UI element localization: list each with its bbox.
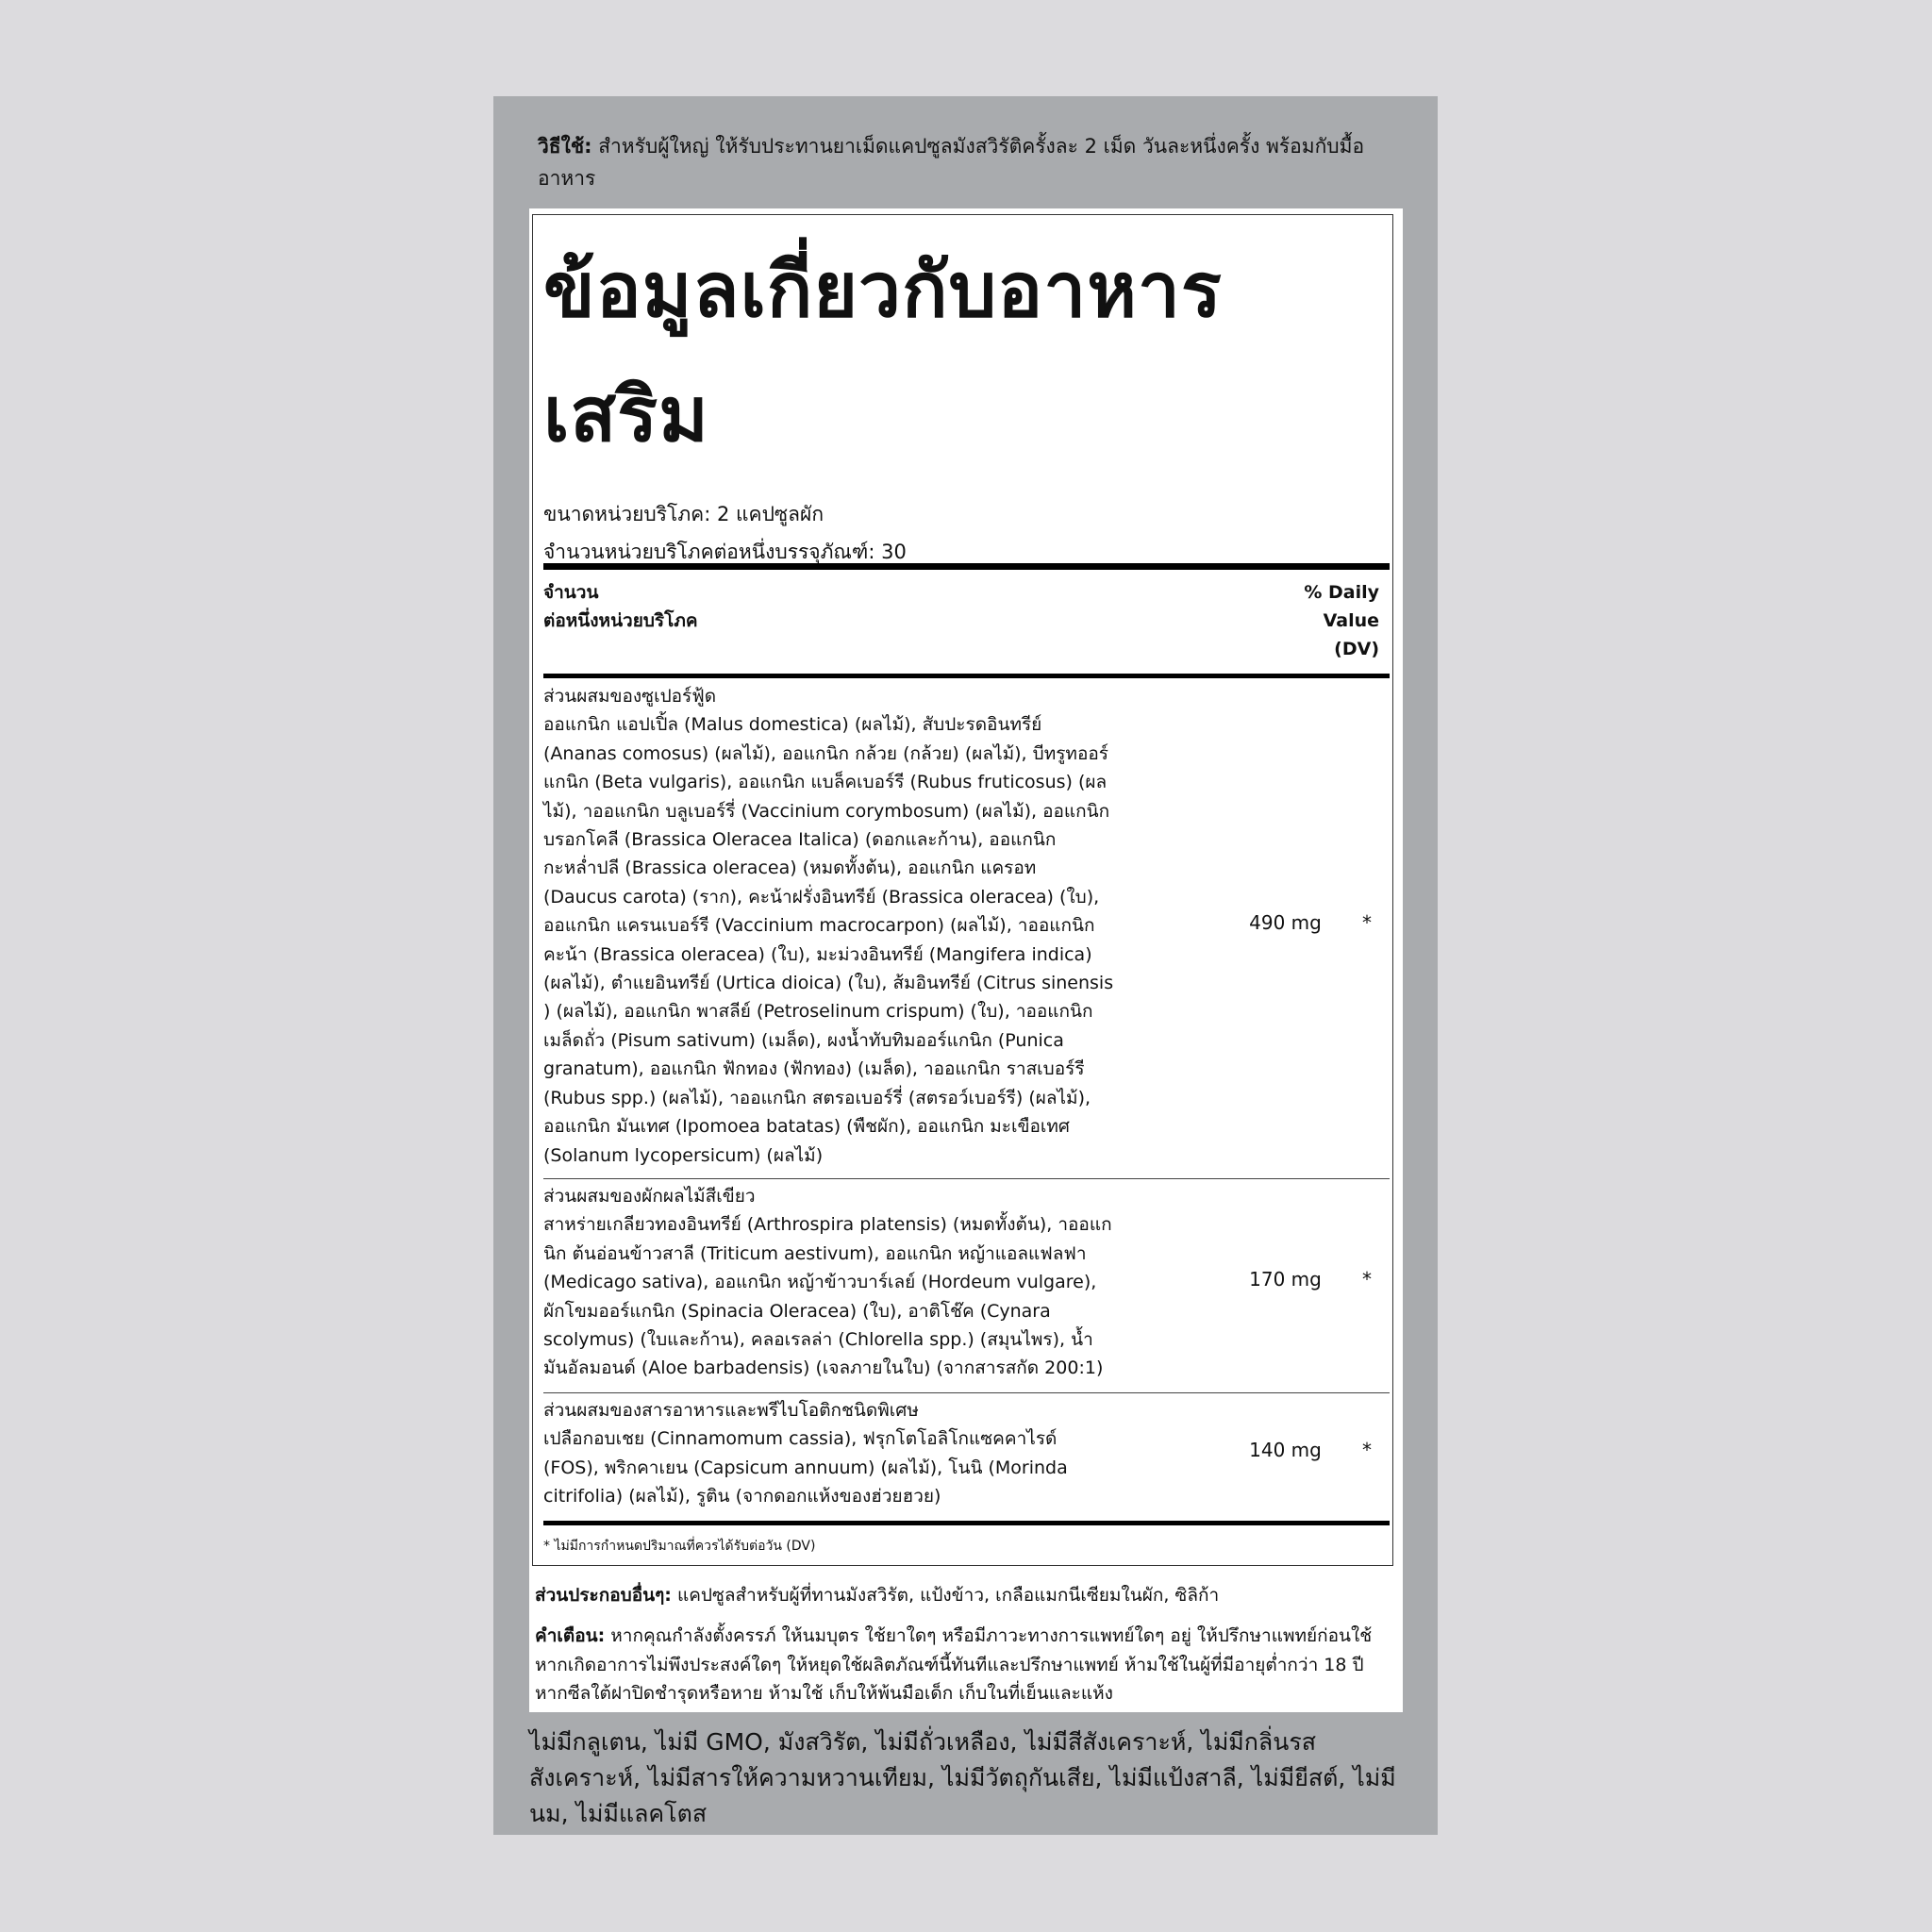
dv-header-line1: % Daily [1304,582,1379,603]
supplement-facts-box [532,214,1393,1566]
facts-title: ข้อมูลเกี่ยวกับอาหารเสริม [543,246,1223,458]
amount-header-line2: ต่อหนึ่งหน่วยบริโภค [543,610,698,631]
ingredient-list: สาหร่ายเกลียวทองอินทรีย์ (Arthrospira platensis) (หมดทั้งต้น), าออแกนิก ต้นอ่อนข้าวสาลี (Triticum aestivum), ออแกนิก หญ้าแอลแฟลฟา (Medicago sativa), ออแกนิก หญ้าข้าวบาร์เลย์ (Hordeum vulgare), ผักโขมออร์แกนิก (Spinacia Oleracea) (ใบ), อาติโช๊ค (Cynara scolymus) (ใบและก้าน), คลอเรลล่า (Chlorella spp.) (สมุนไพร), น้ำมันอัลมอนด์ (Aloe barbadensis) (เจลภายในใบ) (จากสารสกัด 200:1) [543,1214,1112,1379]
daily-value-header [1304,578,1379,663]
other-ingredients-text: แคปซูลสำหรับผู้ที่ทานมังสวิรัต, แป้งข้าว, เกลือแมกนีเซียมในผัก, ซิลิก้า [671,1585,1220,1606]
amount-per-serving-header [543,578,698,635]
warning-text: หากคุณกำลังตั้งครรภ์ ให้นมบุตร ใช้ยาใดๆ หรือมีภาวะทางการแพทย์ใดๆ อยู่ ให้ปรึกษาแพทย์ก่อนใช้ หากเกิดอาการไม่พึงประสงค์ใดๆ ให้หยุดใช้ผลิตภัณฑ์นี้ทันทีและปรึกษาแพทย์ ห้ามใช้ในผู้ที่มีอายุต่ำกว่า 18 ปี หากซีลใต้ฝาปิดชำรุดหรือหาย ห้ามใช้ เก็บให้พ้นมือเด็ก เก็บในที่เย็นและแห้ง [535,1625,1373,1704]
thick-divider-bottom [543,1521,1390,1525]
ingredient-list: ออแกนิก แอปเปิ้ล (Malus domestica) (ผลไม้), สับปะรดอินทรีย์ (Ananas comosus) (ผลไม้), ออแกนิก กล้วย (กล้วย) (ผลไม้), บีทรูทออร์แกนิก (Beta vulgaris), ออแกนิก แบล็คเบอร์รี (Rubus fruticosus) (ผลไม้), าออแกนิก บลูเบอร์รี่ (Vaccinium corymbosum) (ผลไม้), ออแกนิก บรอกโคลี (Brassica Oleracea Italica) (ดอกและก้าน), ออแกนิก กะหล่ำปลี (Brassica oleracea) (หมดทั้งต้น), ออแกนิก แครอท (Daucus carota) (ราก), คะน้าฝรั่งอินทรีย์ (Brassica oleracea) (ใบ), ออแกนิก แครนเบอร์รี (Vaccinium macrocarpon) (ผลไม้), าออแกนิก คะน้า (Brassica oleracea) (ใบ), มะม่วงอินทรีย์ (Mangifera indica) (ผลไม้), ตำแยอินทรีย์ (Urtica dioica) (ใบ), ส้มอินทรีย์ (Citrus sinensis ) (ผลไม้), ออแกนิก พาสลีย์ (Petroselinum crispum) (ใบ), าออแกนิก เมล็ดถั่ว (Pisum sativum) (เมล็ด), ผงน้ำทับทิมออร์แกนิก (Punica granatum), ออแกนิก ฟักทอง (ฟักทอง) (เมล็ด), าออแกนิก ราสเบอร์รี (Rubus spp.) (ผลไม้), าออแกนิก สตรอเบอร์รี่ (สตรอว์เบอร์รี) (ผลไม้), ออแกนิก มันเทศ (Ipomoea batatas) (พืชผัก), ออแกนิก มะเขือเทศ (Solanum lycopersicum) (ผลไม้) [543,714,1114,1166]
dv-value: * [1362,1439,1372,1461]
label-panel [493,96,1438,1835]
table-row [543,1182,1114,1383]
amount-value: 490 mg [1249,911,1322,934]
ingredient-blend-name: ส่วนผสมของซูเปอร์ฟู้ด [543,686,717,707]
ingredient-blend-name: ส่วนผสมของสารอาหารและพรีไบโอติกชนิดพิเศษ [543,1400,919,1421]
other-ingredients-label: ส่วนประกอบอื่นๆ: [535,1585,672,1606]
ingredient-list: เปลือกอบเชย (Cinnamomum cassia), ฟรุกโตโอลิโกแซคคาไรด์ (FOS), พริกคาเยน (Capsicum annuum) (ผลไม้), โนนิ (Morinda citrifolia) (ผลไม้), รูติน (จากดอกแห้งของฮ่วยฮวย) [543,1428,1068,1507]
label-card [529,208,1403,1712]
thick-divider-header [543,674,1390,678]
warning [535,1622,1393,1708]
dv-footnote: * ไม่มีการกำหนดปริมาณที่ควรได้รับต่อวัน (DV) [543,1539,816,1554]
dv-header-line2: Value [1323,610,1379,631]
dv-value: * [1362,1268,1372,1291]
ingredient-blend-name: ส่วนผสมของผักผลไม้สีเขียว [543,1186,756,1207]
product-claims: ไม่มีกลูเตน, ไม่มี GMO, มังสวิรัต, ไม่มีถั่วเหลือง, ไม่มีสีสังเคราะห์, ไม่มีกลิ่นรสสังเคราะห์, ไม่มีสารให้ความหวานเทียม, ไม่มีวัตถุกันเสีย, ไม่มีแป้งสาลี, ไม่มียีสต์, ไม่มีนม, ไม่มีแลคโตส [529,1728,1396,1827]
warning-label: คำเตือน: [535,1625,606,1646]
servings-per-container: จำนวนหน่วยบริโภคต่อหนึ่งบรรจุภัณฑ์: 30 [543,541,907,563]
dv-value: * [1362,911,1372,934]
other-ingredients [535,1581,1393,1609]
row-divider [543,1392,1390,1393]
serving-size: ขนาดหน่วยบริโภค: 2 แคปซูลผัก [543,503,824,525]
amount-value: 170 mg [1249,1268,1322,1291]
table-row [543,1396,1114,1511]
row-divider [543,1178,1390,1179]
directions-body: สำหรับผู้ใหญ่ ให้รับประทานยาเม็ดแคปซูลมังสวิรัติครั้งละ 2 เม็ด วันละหนึ่งครั้ง พร้อมกับมื้ออาหาร [538,135,1365,190]
dv-header-line3: (DV) [1334,639,1379,659]
directions-text [538,130,1368,194]
table-row [543,682,1114,1170]
directions-label: วิธีใช้: [538,135,592,158]
thick-divider-top [543,563,1390,570]
amount-value: 140 mg [1249,1439,1322,1461]
amount-header-line1: จำนวน [543,582,599,603]
